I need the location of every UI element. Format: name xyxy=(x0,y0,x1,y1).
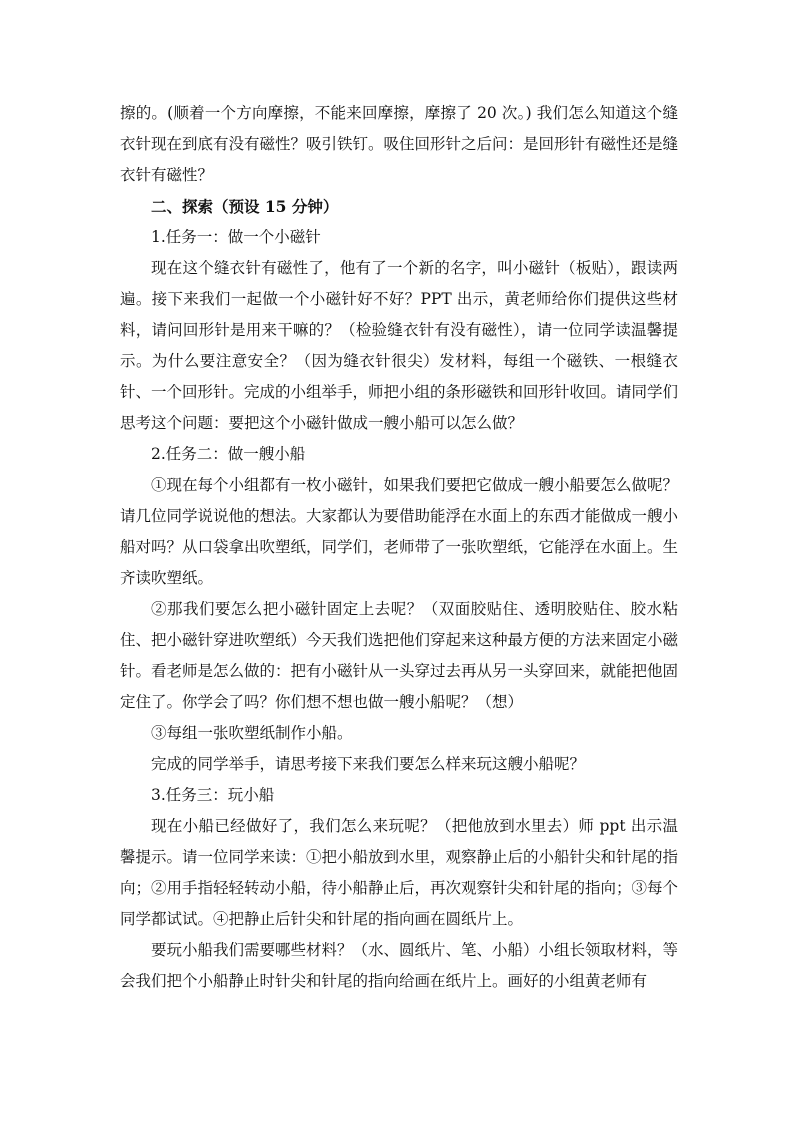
task-one-paragraph: 现在这个缝衣针有磁性了，他有了一个新的名字，叫小磁针（板贴），跟读两遍。接下来我们一起做一个小磁针好不好？PPT 出示，黄老师给你们提供这些材料，请问回形针是用来干嘛的？（检验缝衣针有没有磁性），请一位同学读温馨提示。为什么要注意安全？（因为缝衣针很尖）发材料，每组一个磁铁、一根缝衣针、一个回形针。完成的小组举手，师把小组的条形磁铁和回形针收回。请同学们思考这个问题：要把这个小磁针做成一艘小船可以怎么做？ xyxy=(120,259,679,432)
paragraph-continuation: 擦的。(顺着一个方向摩擦，不能来回摩擦，摩擦了 20 次。) 我们怎么知道这个缝衣针现在到底有没有磁性？吸引铁钉。吸住回形针之后问：是回形针有磁性还是缝衣针有磁性？ xyxy=(120,104,679,184)
task-two-step-1: ①现在每个小组都有一枚小磁针，如果我们要把它做成一艘小船要怎么做呢？请几位同学说说他的想法。大家都认为要借助能浮在水面上的东西才能做成一艘小船对吗？从口袋拿出吹塑纸，同学们，老师带了一张吹塑纸，它能浮在水面上。生齐读吹塑纸。 xyxy=(120,476,679,587)
task-one-heading: 1.任务一：做一个小磁针 xyxy=(151,228,321,246)
task-three-paragraph: 现在小船已经做好了，我们怎么来玩呢？（把他放到水里去）师 ppt 出示温馨提示。请一位同学来读：①把小船放到水里，观察静止后的小船针尖和针尾的指向；②用手指轻轻转动小船，待小船静止后，再次观察针尖和针尾的指向；③每个同学都试试。④把静止后针尖和针尾的指向画在圆纸片上。 xyxy=(120,817,679,928)
document-body xyxy=(120,98,678,997)
task-two-step-3: ③每组一张吹塑纸制作小船。 xyxy=(151,724,353,742)
task-three-heading: 3.任务三：玩小船 xyxy=(151,786,275,804)
task-three-materials: 要玩小船我们需要哪些材料？（水、圆纸片、笔、小船）小组长领取材料，等会我们把个小船静止时针尖和针尾的指向给画在纸片上。画好的小组黄老师有 xyxy=(120,941,679,990)
task-two-question: 完成的同学举手，请思考接下来我们要怎么样来玩这艘小船呢？ xyxy=(151,755,586,773)
task-two-step-2: ②那我们要怎么把小磁针固定上去呢？（双面胶贴住、透明胶贴住、胶水粘住、把小磁针穿进吹塑纸）今天我们选把他们穿起来这种最方便的方法来固定小磁针。看老师是怎么做的：把有小磁针从一头穿过去再从另一头穿回来，就能把他固定住了。你学会了吗？你们想不想也做一艘小船呢？（想） xyxy=(120,600,679,711)
section-heading-explore: 二、探索（预设 15 分钟） xyxy=(151,197,339,216)
task-two-heading: 2.任务二：做一艘小船 xyxy=(151,445,306,463)
